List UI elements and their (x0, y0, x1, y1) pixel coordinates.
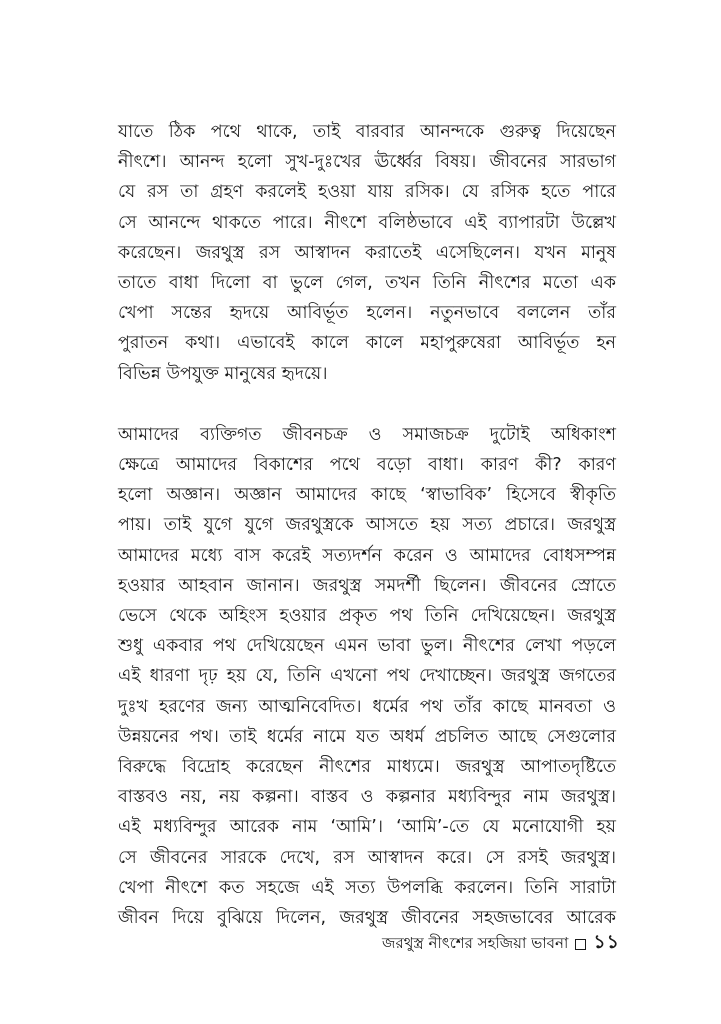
text-line: যাতে ঠিক পথে থাকে, তাই বারবার আনন্দকে গুরুত্ব দিয়েছেন (118, 122, 616, 142)
paragraph-2 (118, 420, 616, 933)
text-line: শুধু একবার পথ দেখিয়েছেন এমন ভাবা ভুল। নীৎশের লেখা পড়লে (118, 636, 616, 657)
text-line: ভেসে থেকে অহিংস হওয়ার প্রকৃত পথ তিনি দেখিয়েছেন। জরথুস্ত্র (118, 606, 616, 627)
text-line: এই মধ্যবিন্দুর আরেক নাম ‘আমি’। ‘আমি’-তে যে মনোযোগী হয় (118, 817, 616, 838)
text-line: জীবন দিয়ে বুঝিয়ে দিলেন, জরথুস্ত্র জীবনের সহজভাবের আরেক (118, 908, 616, 929)
text-line: ক্ষেত্রে আমাদের বিকাশের পথে বড়ো বাধা। কারণ কী? কারণ (118, 455, 616, 476)
text-line: বিভিন্ন উপযুক্ত মানুষের হৃদয়ে। (118, 363, 328, 384)
text-line: তাতে বাধা দিলো বা ভুলে গেল, তখন তিনি নীৎশের মতো এক (118, 273, 616, 294)
page-body (118, 117, 616, 933)
text-line: আমাদের ব্যক্তিগত জীবনচক্র ও সমাজচক্র দুটোই অধিকাংশ (118, 424, 616, 445)
text-line: দুঃখ হরণের জন্য আত্মনিবেদিত। ধর্মের পথ তাঁর কাছে মানবতা ও (118, 696, 616, 717)
page-footer (370, 928, 620, 960)
text-line: পুরাতন কথা। এভাবেই কালে কালে মহাপুরুষেরা আবির্ভূত হন (118, 333, 616, 354)
text-line: আমাদের মধ্যে বাস করেই সত্যদর্শন করেন ও আমাদের বোধসম্পন্ন (118, 545, 616, 566)
text-line: পায়। তাই যুগে যুগে জরথুস্ত্রকে আসতে হয় সত্য প্রচারে। জরথুস্ত্র (118, 515, 616, 536)
text-line: খেপা নীৎশে কত সহজে এই সত্য উপলব্ধি করলেন। তিনি সারাটা (118, 877, 616, 898)
text-line: বাস্তবও নয়, নয় কল্পনা। বাস্তব ও কল্পনার মধ্যবিন্দুর নাম জরথুস্ত্র। (118, 787, 616, 808)
text-line: সে আনন্দে থাকতে পারে। নীৎশে বলিষ্ঠভাবে এই ব্যাপারটা উল্লেখ (118, 212, 616, 233)
square-ornament-icon (575, 939, 586, 950)
running-title: জরথুস্ত্র নীৎশের সহজিয়া ভাবনা (382, 933, 569, 952)
text-line: সে জীবনের সারকে দেখে, রস আস্বাদন করে। সে রসই জরথুস্ত্র। (118, 847, 616, 868)
text-line: এই ধারণা দৃঢ় হয় যে, তিনি এখনো পথ দেখাচ্ছেন। জরথুস্ত্র জগতের (118, 666, 616, 687)
text-line: বিরুদ্ধে বিদ্রোহ করেছেন নীৎশের মাধ্যমে। জরথুস্ত্র আপাতদৃষ্টিতে (118, 757, 616, 778)
paragraph-1 (118, 117, 616, 389)
text-line: খেপা সন্তের হৃদয়ে আবির্ভূত হলেন। নতুনভাবে বললেন তাঁর (118, 303, 616, 324)
text-line: করেছেন। জরথুস্ত্র রস আস্বাদন করাতেই এসেছিলেন। যখন মানুষ (118, 242, 616, 263)
text-line: নীৎশে। আনন্দ হলো সুখ-দুঃখের ঊর্ধ্বের বিষয়। জীবনের সারভাগ (118, 152, 616, 173)
paragraph-gap (118, 389, 616, 420)
text-line: হলো অজ্ঞান। অজ্ঞান আমাদের কাছে ‘স্বাভাবিক’ হিসেবে স্বীকৃতি (118, 485, 616, 506)
text-line: যে রস তা গ্রহণ করলেই হওয়া যায় রসিক। যে রসিক হতে পারে (118, 182, 616, 203)
page-number: ১১ (593, 931, 620, 953)
text-line: হওয়ার আহবান জানান। জরথুস্ত্র সমদর্শী ছিলেন। জীবনের স্রোতে (118, 575, 616, 596)
text-line: উন্নয়নের পথ। তাই ধর্মের নামে যত অধর্ম প্রচলিত আছে সেগুলোর (118, 726, 616, 747)
